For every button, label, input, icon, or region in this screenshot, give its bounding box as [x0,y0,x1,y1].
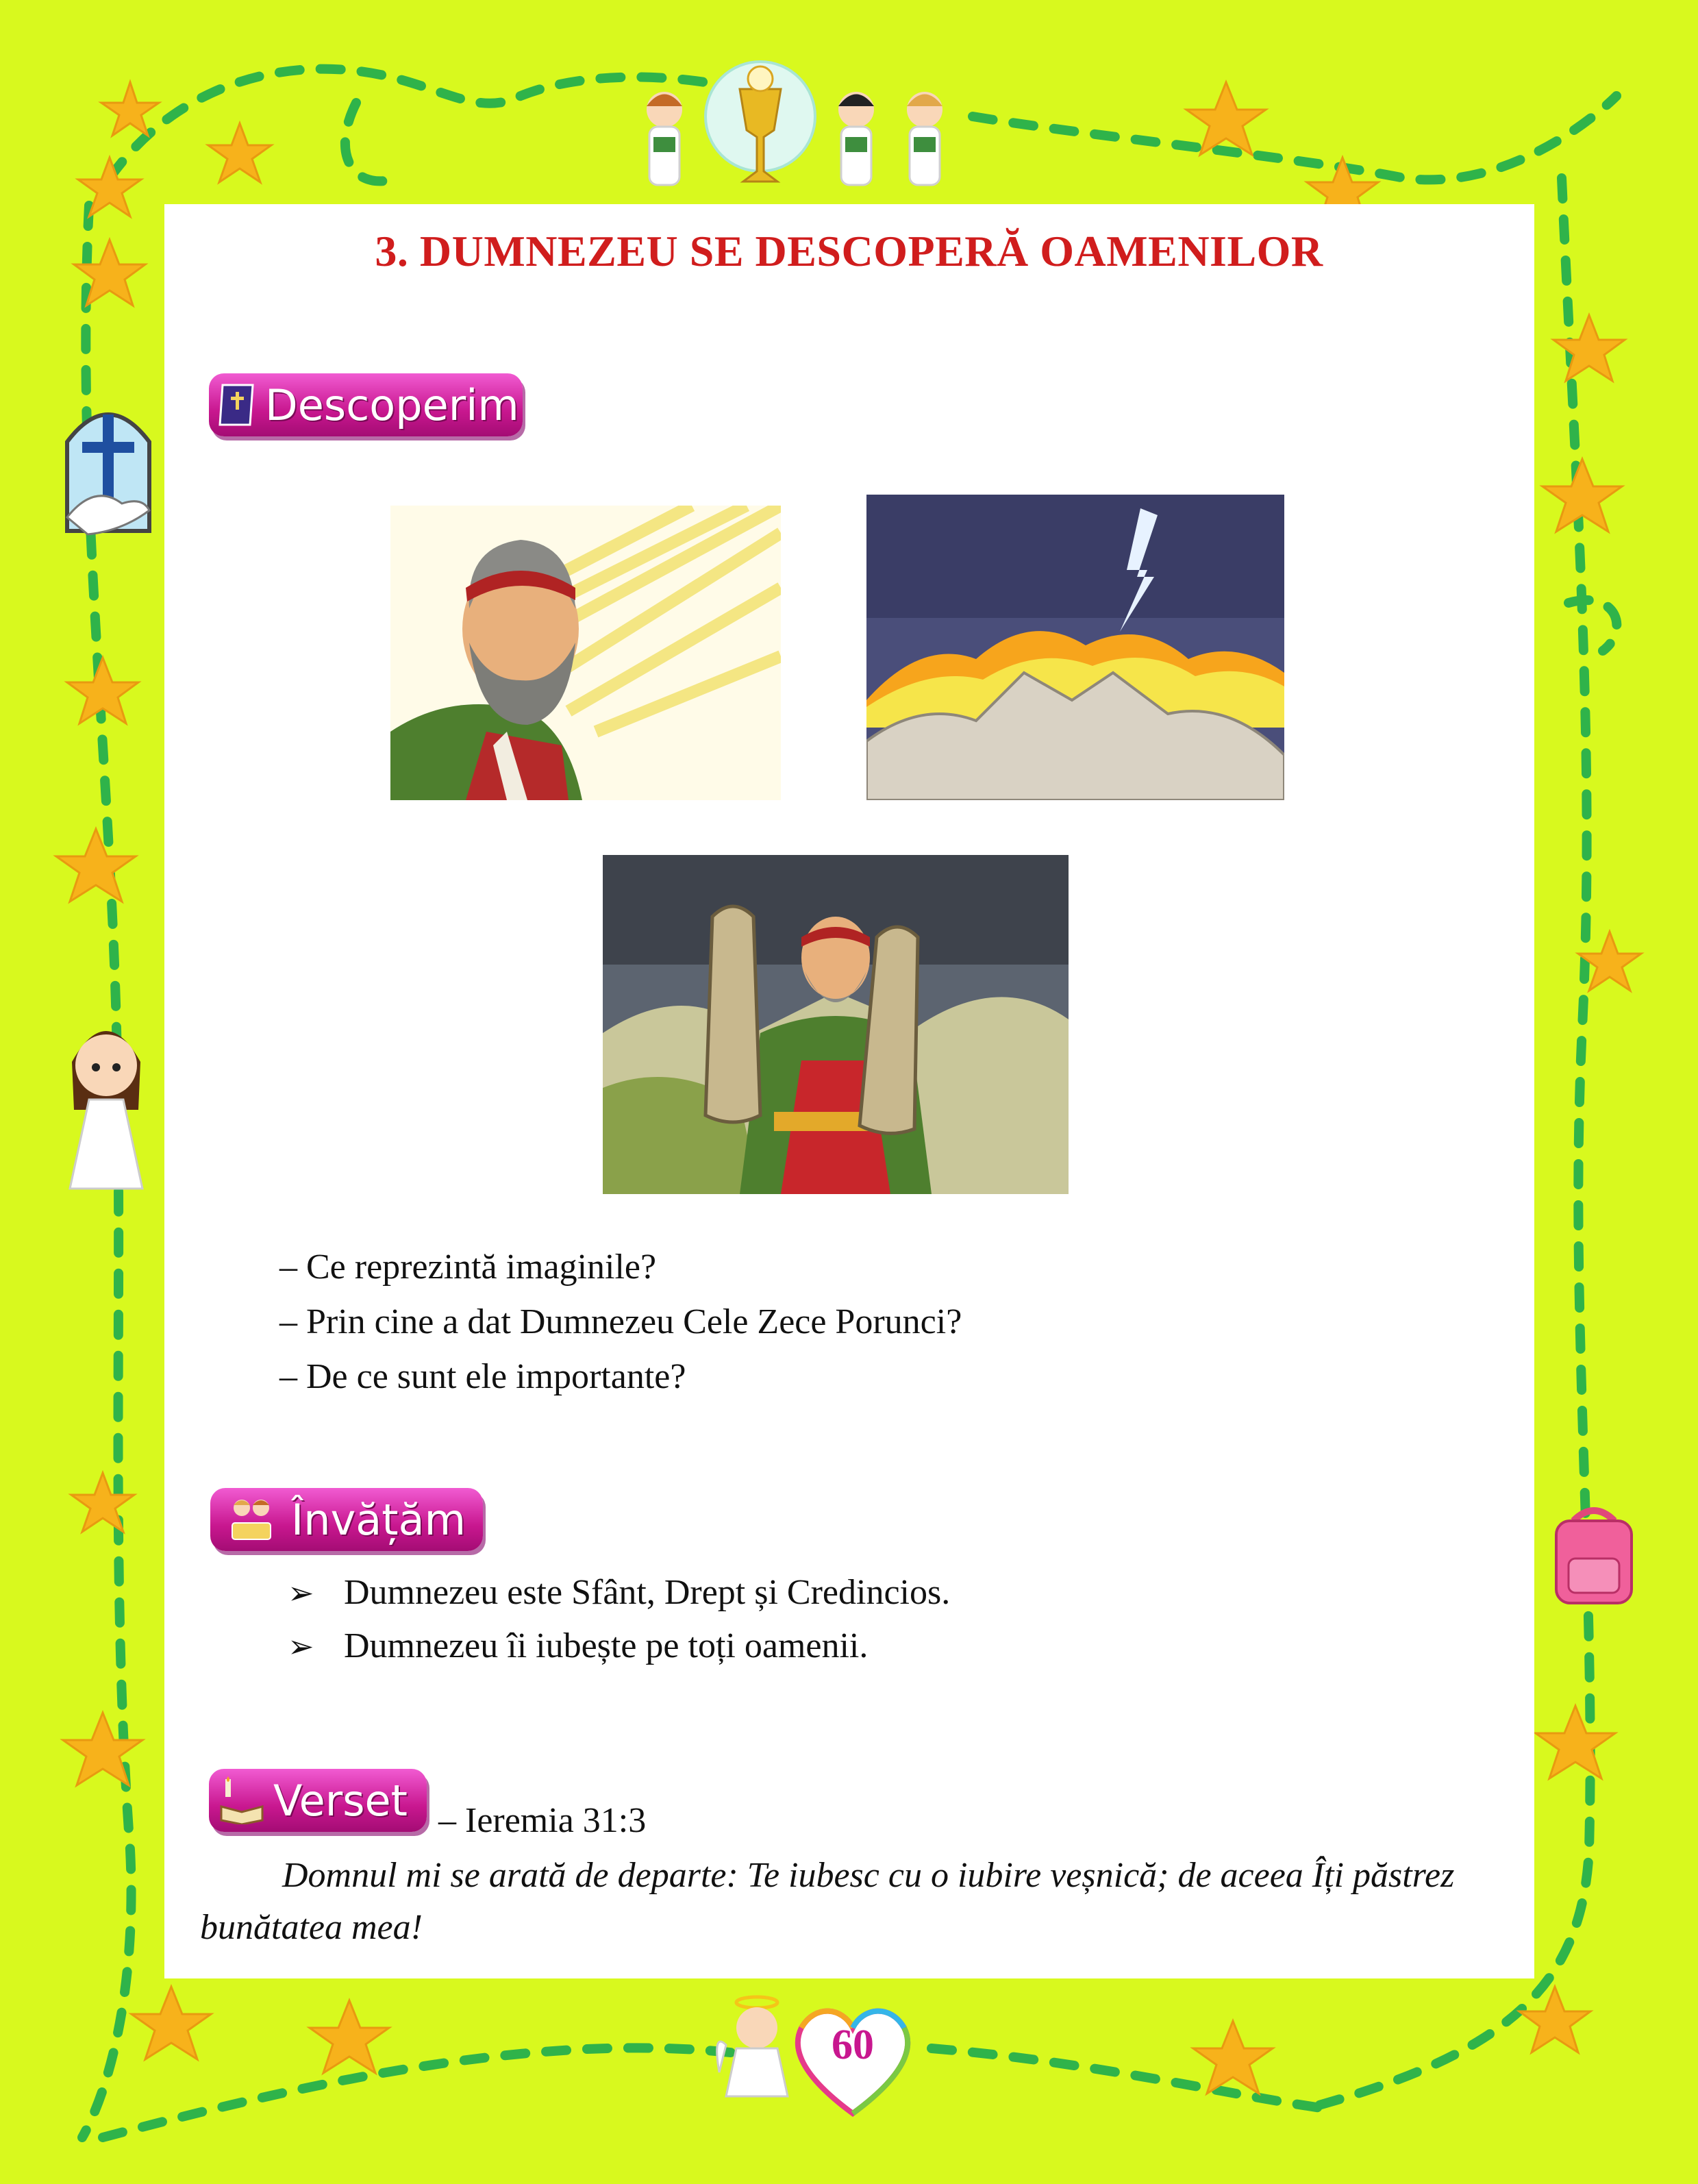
schoolbag-icon [1549,1504,1638,1606]
question-item: – De ce sunt ele importante? [279,1357,686,1396]
question-item: – Ce reprezintă imaginile? [279,1248,657,1287]
verse-reference: – Ieremia 31:3 [438,1801,647,1840]
section-badge-learn-label: Învățăm [291,1494,466,1545]
verse-text-content: Domnul mi se arată de departe: Te iubesc cu o iubire veșnică; de aceea Îți păstrez bunătatea mea! [200,1856,1455,1947]
page-title: 3. DUMNEZEU SE DESCOPERĂ OAMENILOR [375,227,1323,275]
moses-looking-up-image [390,506,781,800]
section-badge-verse-label: Verset [273,1775,408,1826]
learn-point [288,1626,868,1666]
mountain-fire-lightning-image [866,495,1284,800]
section-badge-learn [210,1488,483,1551]
section-badge-discover-label: Descoperim [265,380,519,430]
learn-point [288,1572,950,1613]
section-badge-discover [209,373,523,436]
page-number: 60 [832,2022,874,2068]
learn-point-text: Dumnezeu este Sfânt, Drept și Credincios. [344,1573,951,1612]
bullet-arrow-icon: ➢ [288,1628,314,1665]
open-book-candle-icon [216,1776,268,1824]
girl-figure-icon [62,1014,151,1192]
church-window-icon [60,394,156,538]
bullet-arrow-icon: ➢ [288,1574,314,1611]
learn-point-text: Dumnezeu îi iubește pe toți oamenii. [344,1626,869,1665]
question-item: – Prin cine a dat Dumnezeu Cele Zece Porunci? [279,1302,962,1341]
children-reading-icon [217,1496,286,1543]
angels-chalice-icon [630,48,986,199]
bible-icon [216,381,260,429]
verse-text [200,1850,1515,1954]
moses-with-tablets-image [603,855,1069,1194]
section-badge-verse [209,1769,427,1832]
